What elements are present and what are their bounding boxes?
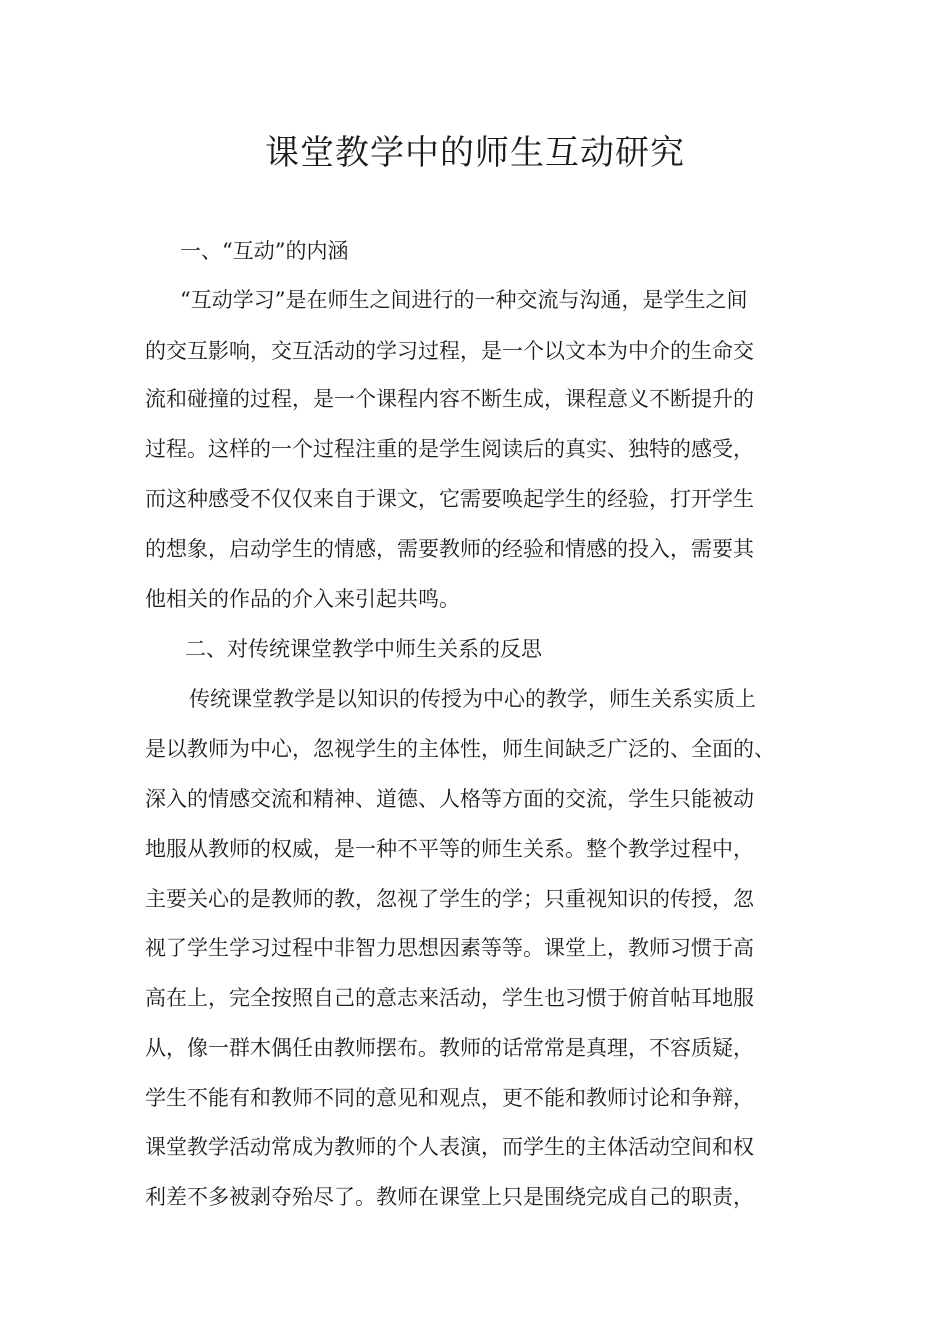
paragraph-line: 利差不多被剥夺殆尽了。教师在课堂上只是围绕完成自己的职责， [145,1185,754,1209]
paragraph-line: 深入的情感交流和精神、道德、人格等方面的交流，学生只能被动 [145,787,754,811]
paragraph-line: 课堂教学活动常成为教师的个人表演，而学生的主体活动空间和权 [145,1135,754,1159]
paragraph-line: 是以教师为中心，忽视学生的主体性，师生间缺乏广泛的、全面的、 [145,737,775,761]
paragraph-line: 视了学生学习过程中非智力思想因素等等。课堂上，教师习惯于高 [145,936,754,960]
paragraph-line: 流和碰撞的过程，是一个课程内容不断生成，课程意义不断提升的 [145,387,754,411]
paragraph-line: 而这种感受不仅仅来自于课文，它需要唤起学生的经验，打开学生 [145,487,754,511]
paragraph-line: 传统课堂教学是以知识的传授为中心的教学，师生关系实质上 [189,687,756,711]
paragraph-line: 的交互影响，交互活动的学习过程，是一个以文本为中介的生命交 [145,339,754,363]
section-heading-1: 一、“互动”的内涵 [180,239,349,263]
document-title: 课堂教学中的师生互动研究 [265,133,685,173]
paragraph-line: 从，像一群木偶任由教师摆布。教师的话常常是真理，不容质疑， [145,1036,754,1060]
paragraph-line: 过程。这样的一个过程注重的是学生阅读后的真实、独特的感受， [145,437,754,461]
section-heading-2: 二、对传统课堂教学中师生关系的反思 [185,637,542,661]
paragraph-line: 高在上，完全按照自己的意志来活动，学生也习惯于俯首帖耳地服 [145,986,754,1010]
paragraph-line: 学生不能有和教师不同的意见和观点，更不能和教师讨论和争辩， [145,1086,754,1110]
paragraph-line: 主要关心的是教师的教，忽视了学生的学；只重视知识的传授，忽 [145,887,754,911]
paragraph-line: “互动学习”是在师生之间进行的一种交流与沟通，是学生之间 [180,288,748,312]
paragraph-line: 他相关的作品的介入来引起共鸣。 [145,587,460,611]
paragraph-line: 的想象，启动学生的情感，需要教师的经验和情感的投入，需要其 [145,537,754,561]
paragraph-line: 地服从教师的权威，是一种不平等的师生关系。整个教学过程中， [145,837,754,861]
